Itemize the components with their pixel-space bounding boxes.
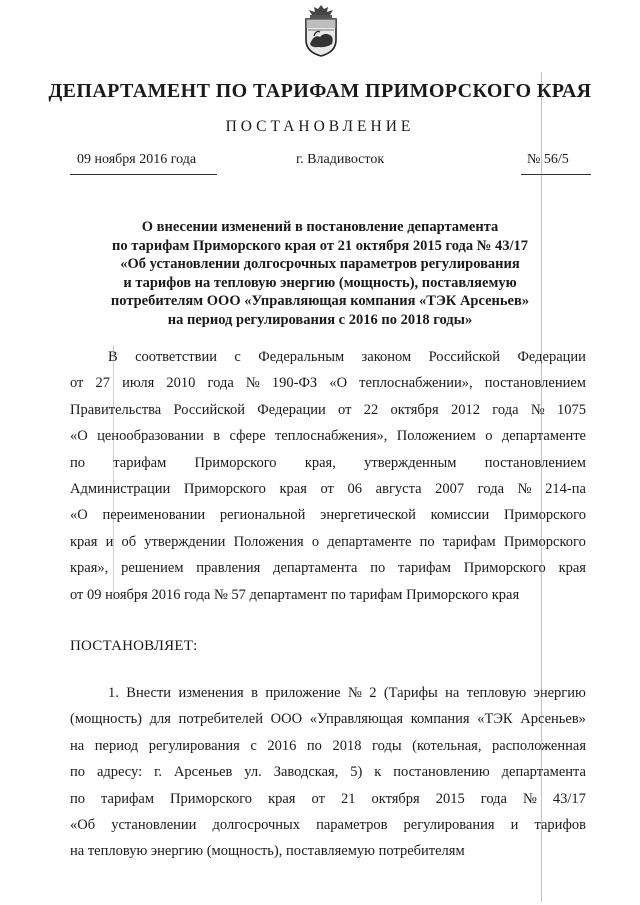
document-subject-title xyxy=(80,218,560,330)
number-underline xyxy=(521,174,591,175)
text-line: (мощность) для потребителей ООО «Управляющая компания «ТЭК Арсеньев» xyxy=(70,711,586,728)
preamble-paragraph xyxy=(70,344,586,608)
text-line: «Об установлении долгосрочных параметров регулирования и тарифов xyxy=(70,817,586,834)
title-line: на период регулирования с 2016 по 2018 годы» xyxy=(167,311,473,328)
text-line: по тарифам Приморского края, утвержденным постановлением xyxy=(70,454,586,471)
text-line: Правительства Российской Федерации от 22 октября 2012 года № 1075 xyxy=(70,401,586,418)
title-line: «Об установлении долгосрочных параметров регулирования xyxy=(120,256,520,273)
title-line: по тарифам Приморского края от 21 октября 2015 года № 43/17 xyxy=(112,237,528,254)
decree-word: ПОСТАНОВЛЯЕТ: xyxy=(70,638,198,654)
text-line: края и об утверждении Положения о департаменте по тарифам Приморского xyxy=(70,533,586,550)
text-line: по адресу: г. Арсеньев ул. Заводская, 5) к постановлению департамента xyxy=(70,764,586,781)
text-line: от 09 ноября 2016 года № 57 департамент по тарифам Приморского края xyxy=(70,586,520,603)
coat-of-arms-emblem xyxy=(300,4,342,58)
text-line: на период регулирования с 2016 по 2018 годы (котельная, расположенная xyxy=(70,737,586,754)
text-line: Администрации Приморского края от 06 августа 2007 года № 214-па xyxy=(70,481,586,498)
title-line: потребителям ООО «Управляющая компания «ТЭК Арсеньев» xyxy=(110,293,530,310)
text-line: края», решением правления департамента по тарифам Приморского края xyxy=(70,560,586,577)
document-date: 09 ноября 2016 года xyxy=(77,152,197,167)
document-type: ПОСТАНОВЛЕНИЕ xyxy=(225,118,415,135)
text-line: В соответствии с Федеральным законом Российской Федерации xyxy=(108,349,586,365)
date-underline xyxy=(70,174,217,175)
scan-fold-line xyxy=(113,345,114,600)
title-line: О внесении изменений в постановление департамента xyxy=(141,219,499,235)
department-title: ДЕПАРТАМЕНТ ПО ТАРИФАМ ПРИМОРСКОГО КРАЯ xyxy=(48,80,592,102)
text-line: на тепловую энергию (мощность), поставляемую потребителям xyxy=(70,843,465,860)
title-line: и тарифов на тепловую энергию (мощность), поставляемую xyxy=(123,274,517,291)
document-number: № 56/5 xyxy=(527,152,569,167)
document-city: г. Владивосток xyxy=(296,152,385,167)
text-line: по тарифам Приморского края от 21 октября 2015 года № 43/17 xyxy=(70,790,586,807)
text-line: 1. Внести изменения в приложение № 2 (Тарифы на тепловую энергию xyxy=(108,685,586,701)
scan-fold-line xyxy=(541,72,542,902)
text-line: «О ценообразовании в сфере теплоснабжения», Положением о департаменте xyxy=(70,428,586,445)
text-line: от 27 июля 2010 года № 190-ФЗ «О теплоснабжении», постановлением xyxy=(70,375,586,392)
text-line: «О переименовании региональной энергетической комиссии Приморского xyxy=(70,507,586,524)
clause-1-paragraph xyxy=(70,680,586,865)
